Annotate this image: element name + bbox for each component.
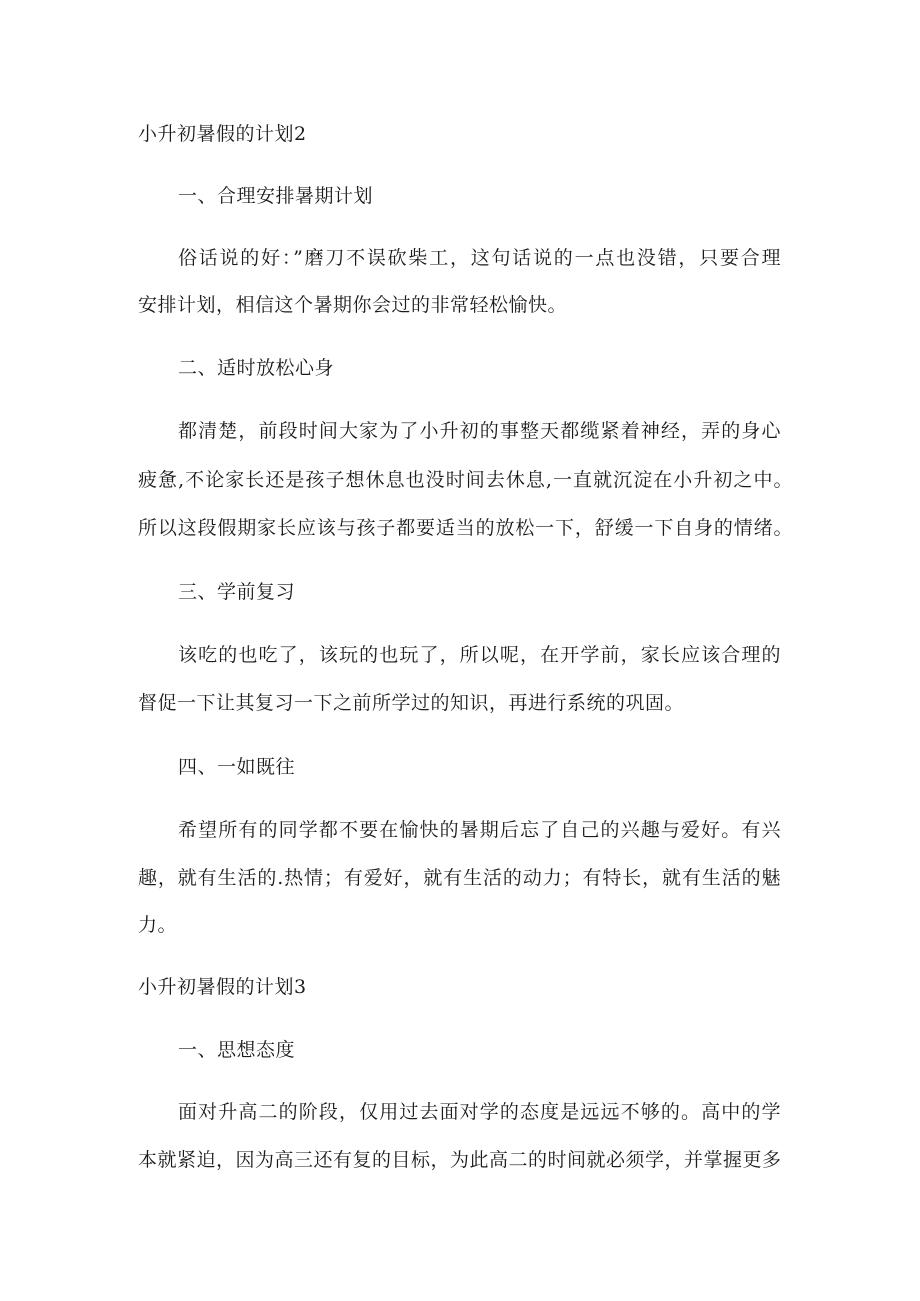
- section-title: 小升初暑假的计划3: [138, 976, 307, 998]
- paragraph-line: 力。: [138, 914, 178, 936]
- section-heading: 一、思想态度: [178, 1039, 296, 1061]
- section-heading: 四、一如既往: [178, 756, 296, 778]
- paragraph-line: 俗话说的好：”磨刀不误砍柴工，这句话说的一点也没错，只要合理: [178, 247, 781, 269]
- paragraph-line: 疲惫,不论家长还是孩子想休息也没时间去休息,一直就沉淀在小升初之中。: [138, 469, 793, 491]
- paragraph-line: 希望所有的同学都不要在愉快的暑期后忘了自己的兴趣与爱好。有兴: [178, 819, 781, 841]
- paragraph-line: 督促一下让其复习一下之前所学过的知识，再进行系统的巩固。: [138, 692, 685, 714]
- section-heading: 二、适时放松心身: [178, 357, 335, 379]
- paragraph-line: 本就紧迫，因为高三还有复的目标，为此高二的时间就必须学，并掌握更多: [138, 1149, 782, 1171]
- paragraph-line: 所以这段假期家长应该与孩子都要适当的放松一下，舒缓一下自身的情绪。: [138, 517, 793, 539]
- paragraph-line: 面对升高二的阶段，仅用过去面对学的态度是远远不够的。高中的学: [178, 1101, 781, 1123]
- section-heading: 三、学前复习: [178, 581, 296, 603]
- paragraph-line: 都清楚，前段时间大家为了小升初的事整天都缆紧着神经，弄的身心: [178, 420, 781, 442]
- section-title: 小升初暑假的计划2: [138, 123, 307, 145]
- paragraph-line: 该吃的也吃了，该玩的也玩了，所以呢，在开学前，家长应该合理的: [178, 644, 781, 666]
- paragraph-line: 趣，就有生活的.热情；有爱好，就有生活的动力；有特长，就有生活的魅: [138, 867, 781, 889]
- paragraph-line: 安排计划，相信这个暑期你会过的非常轻松愉快。: [138, 294, 568, 316]
- section-heading: 一、合理安排暑期计划: [178, 185, 374, 207]
